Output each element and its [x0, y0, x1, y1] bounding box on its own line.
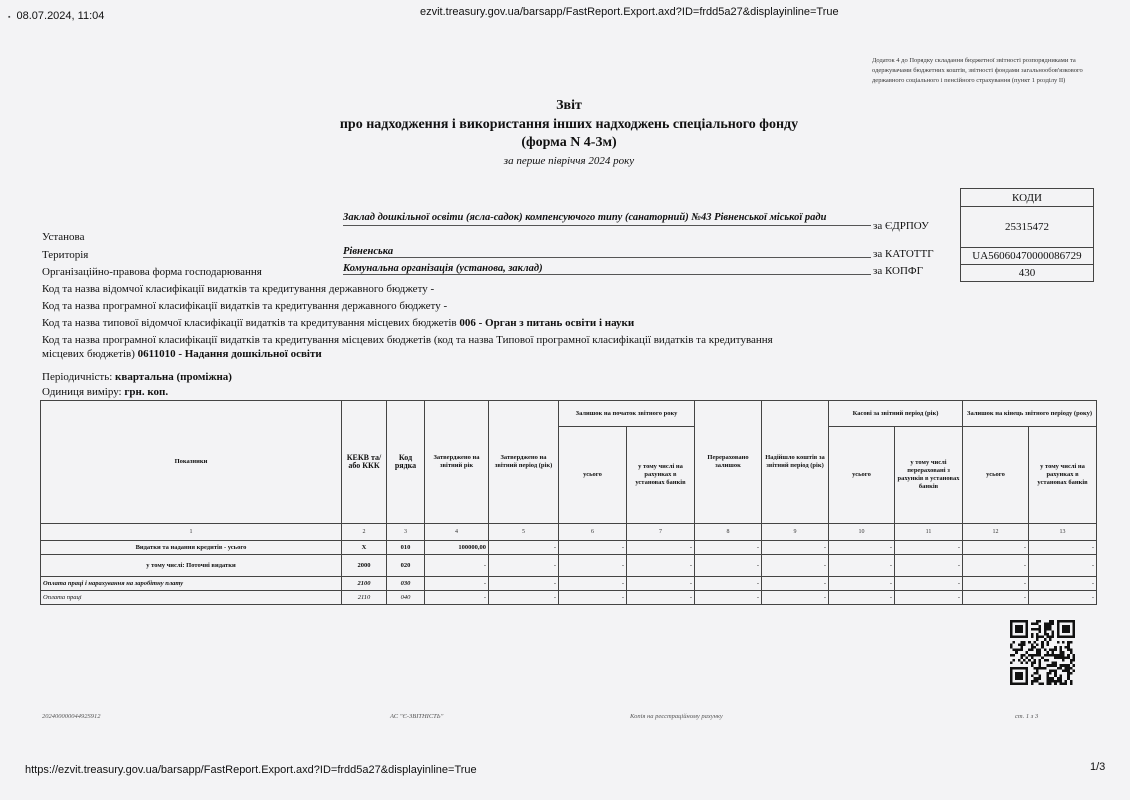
- col-kod: Код рядка: [387, 401, 425, 524]
- col-zalyshok-kinets: Залишок на кінець звітного періоду (року): [963, 401, 1097, 427]
- row-cell: -: [762, 591, 829, 605]
- col-zk-usoho: усього: [963, 427, 1029, 524]
- odynytsia-value: грн. коп.: [124, 386, 169, 398]
- row-cell: -: [559, 541, 627, 555]
- row-name: у тому числі: Поточні видатки: [41, 555, 342, 577]
- row-cell: -: [489, 591, 559, 605]
- system-name: АС "Є-ЗВІТНІСТЬ": [390, 713, 444, 720]
- terytoriia-value: Рівненська: [343, 246, 871, 258]
- terytoriia-label: Територія: [42, 249, 89, 261]
- column-number: 2: [342, 524, 387, 541]
- header-url: ezvit.treasury.gov.ua/barsapp/FastReport.Export.axd?ID=frdd5a27&displayinline=True: [420, 6, 839, 18]
- code-edrpou: 25315472: [961, 207, 1094, 248]
- column-number: 12: [963, 524, 1029, 541]
- row-name: Видатки та надання кредитів - усього: [41, 541, 342, 555]
- row-cell: -: [829, 555, 895, 577]
- row-name: Оплата праці і нарахування на заробітну плату: [41, 577, 342, 591]
- periodychnist-label: Періодичність:: [42, 371, 113, 383]
- row-name: Оплата праці: [41, 591, 342, 605]
- row-cell: -: [895, 541, 963, 555]
- doc-id: 20240000004492S912: [42, 713, 101, 720]
- col-nadiyshlo: Надійшло коштів за звітний період (рік): [762, 401, 829, 524]
- row-cell: -: [963, 541, 1029, 555]
- column-numbers-row: [41, 524, 1097, 541]
- col-zatv-period: Затверджено на звітний період (рік): [489, 401, 559, 524]
- row-cell: -: [963, 577, 1029, 591]
- code-katottg: UA56060470000086729: [961, 248, 1094, 265]
- prohramna-local-line2: [42, 348, 322, 360]
- code-kopfg: 430: [961, 265, 1094, 282]
- col-kekv: КЕКВ та/або ККК: [342, 401, 387, 524]
- row-cell: -: [489, 541, 559, 555]
- report-subtitle: про надходження і використання інших надходжень спеціального фонду: [339, 117, 799, 132]
- row-zatv-rik: -: [425, 591, 489, 605]
- opf-value: Комунальна організація (установа, заклад): [343, 263, 871, 275]
- row-kod: 020: [387, 555, 425, 577]
- prohramna-local-value: 0611010 - Надання дошкільної освіти: [137, 348, 322, 360]
- col-zalyshok-pochatok: Залишок на початок звітного року: [559, 401, 695, 427]
- odynytsia-line: [42, 386, 168, 398]
- opf-label: Організаційно-правова форма господарювання: [42, 266, 262, 278]
- row-cell: -: [695, 541, 762, 555]
- typova-vidomcha-value: 006 - Орган з питань освіти і науки: [459, 317, 635, 329]
- table-row: [41, 577, 1097, 591]
- column-number: 6: [559, 524, 627, 541]
- row-cell: -: [1029, 591, 1097, 605]
- row-kekv: 2000: [342, 555, 387, 577]
- footer-note: Копія на реєстраційному рахунку: [630, 713, 723, 720]
- row-cell: -: [895, 577, 963, 591]
- codes-header: КОДИ: [961, 189, 1094, 207]
- ustanova-label: Установа: [42, 231, 85, 243]
- row-cell: -: [1029, 541, 1097, 555]
- kopfg-label: за КОПФГ: [873, 265, 923, 277]
- column-number: 9: [762, 524, 829, 541]
- col-kasovi: Касові за звітний період (рік): [829, 401, 963, 427]
- col-zp-usoho: усього: [559, 427, 627, 524]
- addendum-note: Додаток 4 до Порядку складання бюджетної звітності розпорядниками та одержувачами бюджетних коштів, звітності фондами загальнообов'язкового державного соціального і пенсійного страхування (пункт 1 розділу ІІ): [872, 57, 1083, 84]
- print-date-text: 08.07.2024, 11:04: [16, 10, 105, 22]
- row-cell: -: [895, 555, 963, 577]
- row-cell: -: [559, 577, 627, 591]
- column-number: 13: [1029, 524, 1097, 541]
- qr-code-icon: [1010, 620, 1075, 685]
- prohramna-state-line: Код та назва програмної класифікації видатків та кредитування державного бюджету -: [42, 300, 448, 312]
- periodychnist-value: квартальна (проміжна): [115, 371, 232, 383]
- row-cell: -: [762, 541, 829, 555]
- row-cell: -: [963, 555, 1029, 577]
- row-kod: 040: [387, 591, 425, 605]
- row-cell: -: [762, 577, 829, 591]
- column-number: 7: [627, 524, 695, 541]
- row-kekv: X: [342, 541, 387, 555]
- row-cell: -: [627, 555, 695, 577]
- column-number: 1: [41, 524, 342, 541]
- table-row: [41, 541, 1097, 555]
- report-period: за перше півріччя 2024 року: [503, 155, 635, 167]
- footer-page: ст. 1 з 3: [1015, 713, 1039, 720]
- edrpou-label: за ЄДРПОУ: [873, 220, 929, 232]
- footer-url: https://ezvit.treasury.gov.ua/barsapp/FastReport.Export.axd?ID=frdd5a27&displayinline=True: [25, 764, 477, 776]
- column-number: 4: [425, 524, 489, 541]
- row-cell: -: [762, 555, 829, 577]
- column-number: 3: [387, 524, 425, 541]
- row-zatv-rik: 100000,00: [425, 541, 489, 555]
- row-cell: -: [627, 541, 695, 555]
- print-date: ▪ 08.07.2024, 11:04: [8, 10, 105, 22]
- row-zatv-rik: -: [425, 577, 489, 591]
- row-cell: -: [627, 577, 695, 591]
- row-cell: -: [695, 577, 762, 591]
- column-number: 10: [829, 524, 895, 541]
- column-number: 11: [895, 524, 963, 541]
- row-cell: -: [695, 591, 762, 605]
- row-cell: -: [695, 555, 762, 577]
- ustanova-value: Заклад дошкільної освіти (ясла-садок) компенсуючого типу (санаторний) №43 Рівненської міської ради: [343, 211, 871, 226]
- table-body: [41, 541, 1097, 605]
- row-kod: 010: [387, 541, 425, 555]
- periodychnist-line: [42, 371, 232, 383]
- col-kasovi-usoho: усього: [829, 427, 895, 524]
- row-cell: -: [489, 555, 559, 577]
- row-cell: -: [1029, 577, 1097, 591]
- row-kekv: 2100: [342, 577, 387, 591]
- row-cell: -: [489, 577, 559, 591]
- col-zatv-rik: Затверджено на звітний рік: [425, 401, 489, 524]
- typova-vidomcha-label: Код та назва типової відомчої класифікації видатків та кредитування місцевих бюджетів: [42, 317, 457, 329]
- prohramna-local-line1: Код та назва програмної класифікації видатків та кредитування місцевих бюджетів (код та назва Типової програмної класифікації видатків та кредитування: [42, 334, 773, 346]
- row-cell: -: [559, 591, 627, 605]
- vidomcha-state-line: Код та назва відомчої класифікації видатків та кредитування державного бюджету -: [42, 283, 435, 295]
- report-table: [40, 400, 1097, 605]
- report-title: Звіт: [556, 98, 582, 113]
- typova-vidomcha-line: [42, 317, 634, 329]
- page-number: 1/3: [1090, 761, 1106, 773]
- row-cell: -: [963, 591, 1029, 605]
- column-number: 5: [489, 524, 559, 541]
- col-kasovi-bank: у тому числі перераховані з рахунків в установах банків: [895, 427, 963, 524]
- row-cell: -: [829, 577, 895, 591]
- row-cell: -: [895, 591, 963, 605]
- katottg-label: за КАТОТТГ: [873, 248, 934, 260]
- row-cell: -: [829, 591, 895, 605]
- table-row: [41, 555, 1097, 577]
- table-row: [41, 591, 1097, 605]
- col-zk-bank: у тому числі на рахунках в установах банків: [1029, 427, 1097, 524]
- row-cell: -: [559, 555, 627, 577]
- row-kekv: 2110: [342, 591, 387, 605]
- row-cell: -: [627, 591, 695, 605]
- row-kod: 030: [387, 577, 425, 591]
- col-pererakhovano: Перераховано залишок: [695, 401, 762, 524]
- column-number: 8: [695, 524, 762, 541]
- row-cell: -: [829, 541, 895, 555]
- form-number: (форма N 4-3м): [521, 135, 617, 150]
- col-zp-bank: у тому числі на рахунках в установах банків: [627, 427, 695, 524]
- codes-box: [960, 188, 1094, 282]
- row-zatv-rik: -: [425, 555, 489, 577]
- col-pokaznyky: Показники: [41, 401, 342, 524]
- prohramna-local-label: місцевих бюджетів): [42, 348, 135, 360]
- row-cell: -: [1029, 555, 1097, 577]
- odynytsia-label: Одиниця виміру:: [42, 386, 122, 398]
